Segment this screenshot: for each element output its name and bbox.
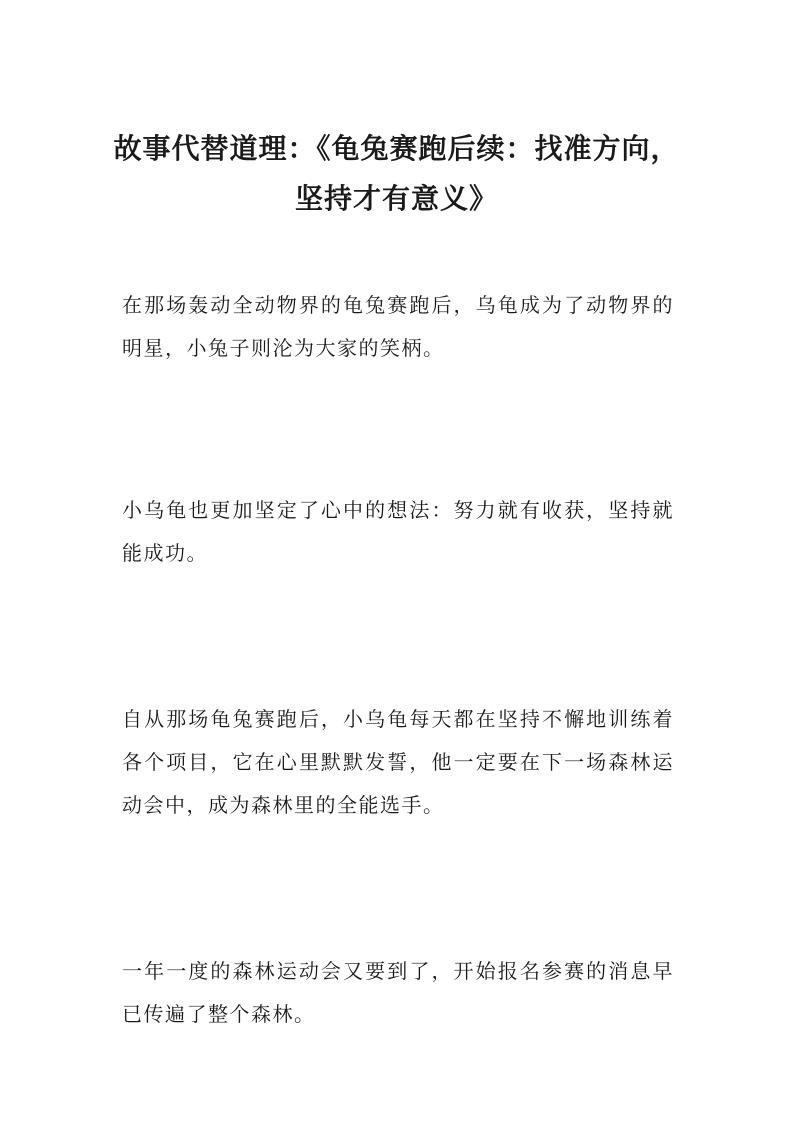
document-title: 故事代替道理：《龟兔赛跑后续：找准方向，坚持才有意义》 — [113, 132, 680, 215]
paragraph-1: 在那场轰动全动物界的龟兔赛跑后，乌龟成为了动物界的明星，小兔子则沦为大家的笑柄。 — [122, 293, 674, 360]
paragraph-4: 一年一度的森林运动会又要到了，开始报名参赛的消息早已传遍了整个森林。 — [122, 959, 674, 1026]
paragraph-2: 小乌龟也更加坚定了心中的想法：努力就有收获，坚持就能成功。 — [122, 498, 674, 565]
paragraph-3: 自从那场龟兔赛跑后，小乌龟每天都在坚持不懈地训练着各个项目，它在心里默默发誓，他一定要在下一场森林运动会中，成为森林里的全能选手。 — [122, 707, 674, 817]
